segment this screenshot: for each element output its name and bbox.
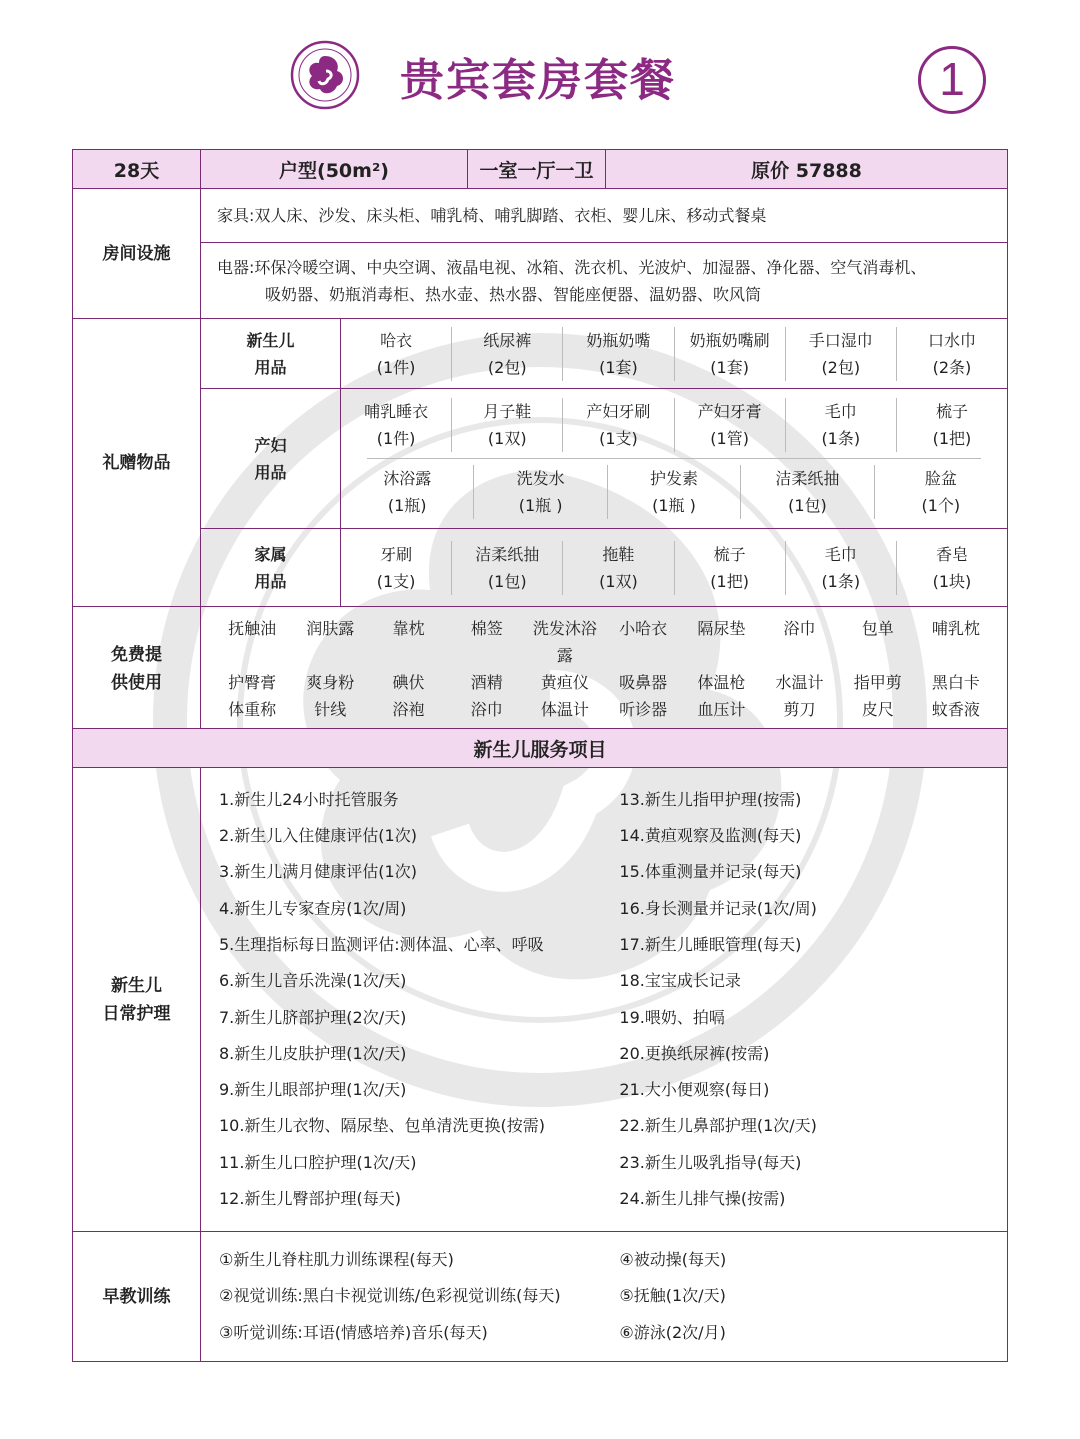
- mother-goods-item-name: 护发素: [650, 469, 699, 488]
- education-item: ④被动操(每天): [619, 1250, 727, 1270]
- mother-goods-item: [474, 465, 607, 519]
- education-item: ⑤抚触(1次/天): [619, 1286, 726, 1306]
- mother-goods-item-name: 梳子: [935, 402, 968, 421]
- mother-goods-item: [875, 465, 1007, 519]
- free-use-item: 针线: [314, 700, 347, 719]
- education-item: ③听觉训练:耳语(情感培养)音乐(每天): [219, 1322, 488, 1342]
- newborn-goods-item: [452, 327, 563, 381]
- free-use-item: 碘伏: [392, 673, 425, 692]
- furniture-text: 家具:双人床、沙发、床头柜、哺乳椅、哺乳脚踏、衣柜、婴儿床、移动式餐桌: [201, 189, 1008, 243]
- newborn-goods-item-name: 手口湿巾: [808, 330, 873, 350]
- newborn-goods-item: [897, 327, 1007, 381]
- family-goods-item: [897, 541, 1007, 595]
- appliances-text: [201, 243, 1008, 319]
- mother-goods-item-name: 哺乳睡衣: [364, 402, 429, 421]
- newborn-goods-item: [786, 327, 897, 381]
- free-use-item: 指甲剪: [853, 673, 902, 692]
- mother-goods-item-qty: (1支): [599, 429, 638, 448]
- mother-goods-item-name: 产妇牙膏: [697, 402, 762, 421]
- newborn-goods-item-name: 奶瓶奶嘴刷: [689, 330, 770, 350]
- care-item: 1.新生儿24小时托管服务: [219, 789, 399, 809]
- summary-layout: 一室一厅一卫: [468, 150, 606, 189]
- care-item: 23.新生儿吸乳指导(每天): [619, 1152, 802, 1172]
- free-use-label-1: 免费提: [111, 645, 162, 665]
- care-item: 19.喂奶、拍嗝: [619, 1007, 725, 1027]
- free-use-item: 靠枕: [392, 619, 425, 638]
- free-use-item: 酒精: [470, 673, 503, 692]
- care-item: 14.黄疸观察及监测(每天): [619, 826, 802, 846]
- newborn-goods-item: [341, 327, 452, 381]
- early-education-label: 早教训练: [73, 1232, 201, 1362]
- care-item: 5.生理指标每日监测评估:测体温、心率、呼吸: [219, 934, 544, 954]
- mother-goods-item: [786, 398, 897, 452]
- newborn-goods-item-qty: (2包): [487, 357, 527, 377]
- care-item: 16.身长测量并记录(1次/周): [619, 898, 817, 918]
- mother-goods-item-qty: (1个): [921, 496, 961, 515]
- free-use-label-2: 供使用: [111, 673, 162, 693]
- care-item: 3.新生儿满月健康评估(1次): [219, 862, 417, 882]
- family-goods-item-qty: (1块): [932, 571, 972, 591]
- free-use-item: 水温计: [775, 673, 824, 692]
- services-header: 新生儿服务项目: [73, 729, 1008, 768]
- free-use-item: 黄疸仪: [540, 673, 589, 692]
- newborn-goods-item: [675, 327, 786, 381]
- page-title: 贵宾套房套餐: [400, 55, 676, 106]
- family-goods-item-qty: (1条): [821, 571, 861, 591]
- free-use-item: 润肤露: [306, 619, 355, 638]
- mother-goods-item-qty: (1把): [932, 429, 972, 448]
- free-use-item: 隔尿垫: [697, 619, 746, 638]
- care-item: 15.体重测量并记录(每天): [619, 862, 802, 882]
- page-header: [0, 0, 1080, 150]
- mother-goods-grid: [341, 389, 1008, 529]
- newborn-goods-label: [201, 319, 341, 389]
- free-use-item: 哺乳枕: [931, 619, 980, 638]
- education-item: ⑥游泳(2次/月): [619, 1322, 726, 1342]
- family-goods-item: [675, 541, 786, 595]
- mother-goods-label-1: 产妇: [254, 435, 287, 455]
- mother-goods-item-qty: (1瓶 ): [518, 496, 563, 515]
- free-use-item: 剪刀: [783, 700, 816, 719]
- newborn-goods-item-name: 口水巾: [927, 330, 976, 350]
- free-use-item: 棉签: [470, 619, 503, 638]
- free-use-item: 爽身粉: [306, 673, 355, 692]
- free-use-label: [73, 607, 201, 732]
- family-goods-label-2: 用品: [254, 571, 287, 591]
- family-goods-label-1: 家属: [254, 544, 287, 564]
- daily-care-list: [201, 768, 1008, 1232]
- daily-care-label-1: 新生儿: [111, 975, 162, 996]
- appliances-line-1: 电器:环保冷暖空调、中央空调、液晶电视、冰箱、洗衣机、光波炉、加湿器、净化器、空气消毒机、: [217, 257, 927, 277]
- early-education-list: [201, 1232, 1008, 1362]
- page-number-badge: 1: [918, 46, 986, 114]
- mother-goods-item-qty: (1瓶 ): [652, 496, 696, 515]
- newborn-goods-item-name: 纸尿裤: [483, 330, 532, 350]
- newborn-goods-item-name: 奶瓶奶嘴: [586, 330, 651, 350]
- family-goods-item-name: 拖鞋: [602, 544, 635, 564]
- care-item: 13.新生儿指甲护理(按需): [619, 789, 802, 809]
- free-use-item: 洗发沐浴露: [532, 619, 597, 665]
- education-item: ②视觉训练:黑白卡视觉训练/色彩视觉训练(每天): [219, 1286, 561, 1306]
- newborn-goods-item-qty: (2包): [821, 357, 861, 377]
- mother-goods-item-name: 月子鞋: [483, 402, 532, 421]
- family-goods-item-qty: (1双): [599, 571, 638, 591]
- free-use-item: 血压计: [697, 700, 746, 719]
- family-goods-item-name: 毛巾: [824, 544, 857, 564]
- free-use-item: 护臀膏: [228, 673, 277, 692]
- newborn-goods-item-qty: (1套): [710, 357, 749, 377]
- mother-goods-label: [201, 389, 341, 529]
- mother-goods-item: [675, 398, 786, 452]
- mother-goods-item-qty: (1件): [376, 429, 416, 448]
- mother-goods-item-name: 沐浴露: [383, 469, 432, 488]
- education-item: ①新生儿脊柱肌力训练课程(每天): [219, 1250, 454, 1270]
- care-item: 9.新生儿眼部护理(1次/天): [219, 1080, 407, 1100]
- summary-days: 28天: [73, 150, 201, 189]
- family-goods-item: [341, 541, 452, 595]
- care-item: 6.新生儿音乐洗澡(1次/天): [219, 971, 407, 991]
- free-use-item: 浴巾: [470, 700, 503, 719]
- summary-price: 原价 57888: [606, 150, 1008, 189]
- mother-goods-item-qty: (1管): [710, 429, 749, 448]
- mother-goods-item: [608, 465, 741, 519]
- free-use-item: 抚触油: [228, 619, 277, 638]
- family-goods-item: [563, 541, 674, 595]
- mother-goods-item: [341, 465, 474, 519]
- newborn-goods-item-qty: (2条): [932, 357, 972, 377]
- package-table: [72, 149, 1008, 732]
- care-item: 20.更换纸尿裤(按需): [619, 1043, 770, 1063]
- mother-goods-label-2: 用品: [254, 462, 287, 482]
- mother-goods-item-qty: (1瓶): [387, 496, 427, 515]
- care-item: 11.新生儿口腔护理(1次/天): [219, 1152, 417, 1172]
- family-goods-item-qty: (1包): [487, 571, 527, 591]
- family-goods-item-qty: (1支): [376, 571, 416, 591]
- free-use-item: 吸鼻器: [619, 673, 668, 692]
- free-use-item: 听诊器: [619, 700, 668, 719]
- free-use-item: 体重称: [228, 700, 277, 719]
- newborn-goods-grid: [341, 319, 1008, 389]
- mother-goods-item: [341, 398, 452, 452]
- family-goods-item-qty: (1把): [710, 571, 749, 591]
- free-use-list: [201, 607, 1008, 732]
- mother-goods-item-name: 毛巾: [824, 402, 857, 421]
- care-item: 21.大小便观察(每日): [619, 1080, 770, 1100]
- care-item: 10.新生儿衣物、隔尿垫、包单清洗更换(按需): [219, 1116, 545, 1136]
- newborn-goods-label-2: 用品: [254, 357, 287, 377]
- mother-goods-item-qty: (1条): [821, 429, 861, 448]
- mother-goods-item-name: 洗发水: [516, 469, 565, 488]
- newborn-goods-item-name: 哈衣: [380, 330, 413, 350]
- family-goods-grid: [341, 529, 1008, 607]
- newborn-goods-item: [563, 327, 674, 381]
- free-use-item: 蚊香液: [931, 700, 980, 719]
- gifts-label: 礼赠物品: [73, 319, 201, 607]
- newborn-goods-item-qty: (1套): [599, 357, 638, 377]
- daily-care-label: [73, 768, 201, 1232]
- mother-goods-item: [563, 398, 674, 452]
- newborn-goods-label-1: 新生儿: [246, 330, 295, 350]
- mother-goods-item: [452, 398, 563, 452]
- mother-goods-item-name: 脸盆: [924, 469, 957, 488]
- brand-logo-icon: [290, 40, 360, 110]
- daily-care-label-2: 日常护理: [102, 1003, 171, 1024]
- mother-goods-item-qty: (1双): [487, 429, 527, 448]
- family-goods-item: [786, 541, 897, 595]
- mother-goods-item: [897, 398, 1007, 452]
- family-goods-label: [201, 529, 341, 607]
- free-use-item: 浴袍: [392, 700, 425, 719]
- services-header-row: [73, 729, 1008, 768]
- free-use-item: 皮尺: [861, 700, 894, 719]
- free-use-item: 黑白卡: [931, 673, 980, 692]
- free-use-item: 体温枪: [697, 673, 746, 692]
- family-goods-item-name: 洁柔纸抽: [475, 544, 540, 564]
- care-item: 18.宝宝成长记录: [619, 971, 741, 991]
- mother-goods-item-qty: (1包): [788, 496, 827, 515]
- care-item: 17.新生儿睡眠管理(每天): [619, 934, 802, 954]
- family-goods-item-name: 牙刷: [380, 544, 413, 564]
- care-item: 4.新生儿专家查房(1次/周): [219, 898, 407, 918]
- care-item: 7.新生儿脐部护理(2次/天): [219, 1007, 407, 1027]
- free-use-item: 小哈衣: [619, 619, 668, 638]
- free-use-item: 体温计: [540, 700, 589, 719]
- mother-goods-item: [741, 465, 874, 519]
- facilities-label: 房间设施: [73, 189, 201, 319]
- care-item: 22.新生儿鼻部护理(1次/天): [619, 1116, 817, 1136]
- family-goods-item-name: 香皂: [935, 544, 968, 564]
- care-item: 12.新生儿臀部护理(每天): [219, 1188, 401, 1208]
- family-goods-item: [452, 541, 563, 595]
- services-table: [72, 728, 1008, 1362]
- appliances-line-2: 吸奶器、奶瓶消毒柜、热水壶、热水器、智能座便器、温奶器、吹风筒: [265, 284, 762, 304]
- summary-type: 户型(50m²): [201, 150, 468, 189]
- summary-row: [73, 150, 1008, 189]
- mother-goods-item-name: 洁柔纸抽: [775, 469, 840, 488]
- free-use-item: 包单: [861, 619, 894, 638]
- care-item: 8.新生儿皮肤护理(1次/天): [219, 1043, 407, 1063]
- care-item: 2.新生儿入住健康评估(1次): [219, 826, 417, 846]
- care-item: 24.新生儿排气操(按需): [619, 1188, 786, 1208]
- family-goods-item-name: 梳子: [713, 544, 746, 564]
- free-use-item: 浴巾: [783, 619, 816, 638]
- mother-goods-item-name: 产妇牙刷: [586, 402, 651, 421]
- newborn-goods-item-qty: (1件): [376, 357, 416, 377]
